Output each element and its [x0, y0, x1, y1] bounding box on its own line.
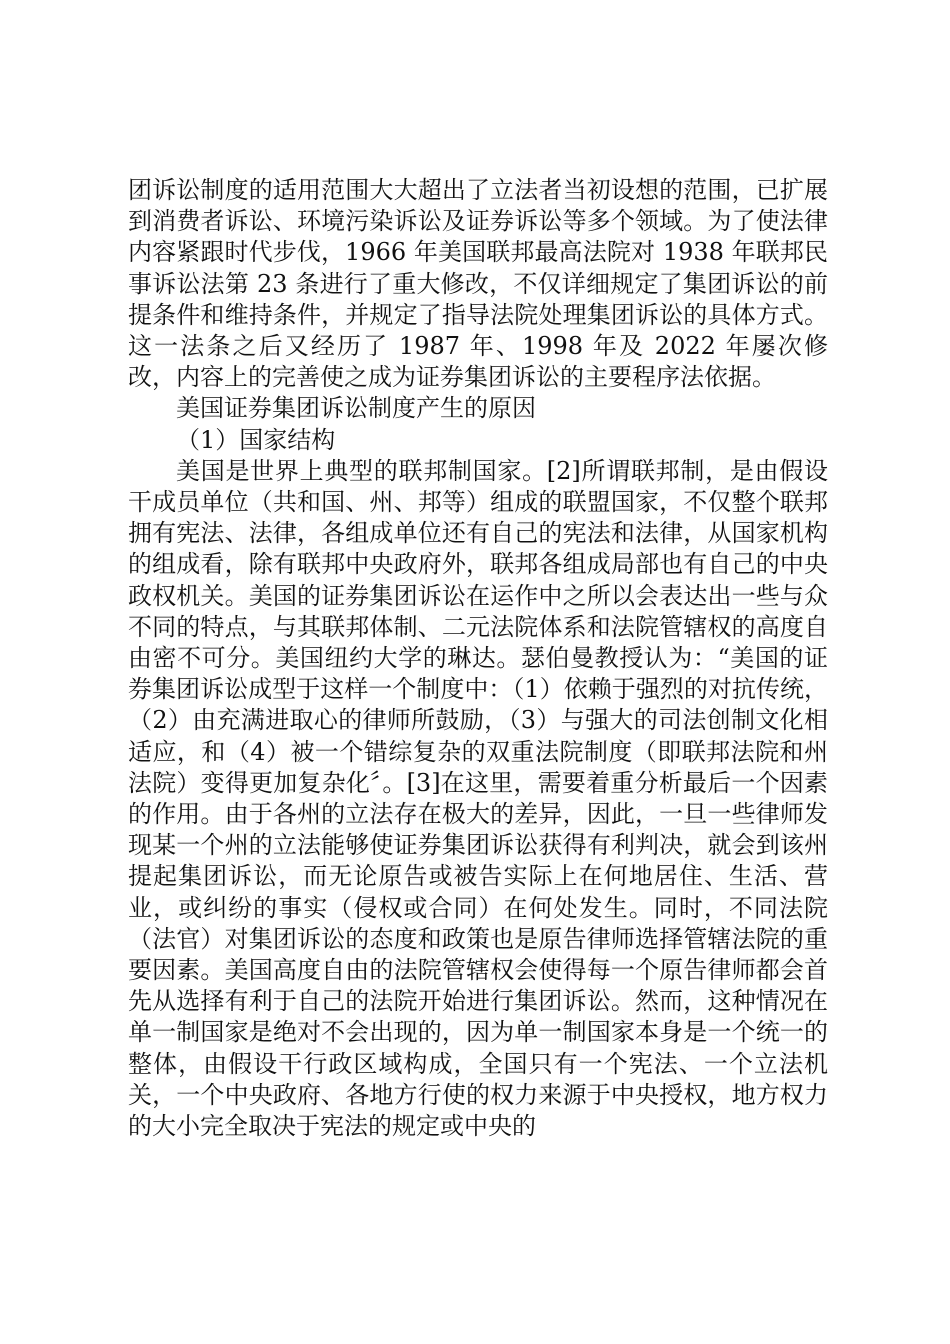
subsection-heading: （1）国家结构 [176, 425, 336, 454]
document-page [128, 175, 828, 1142]
section-heading: 美国证券集团诉讼制度产生的原因 [176, 394, 536, 423]
body-paragraph-1: 团诉讼制度的适用范围大大超出了立法者当初设想的范围，已扩展到消费者诉讼、环境污染诉讼及证券诉讼等多个领域。为了使法律内容紧跟时代步伐，1966 年美国联邦最高法院对 1938 年联邦民事诉讼法第 23 条进行了重大修改，不仅详细规定了集团诉讼的前提条件和维持条件，并规定了指导法院处理集团诉讼的具体方式。这一法条之后又经历了 1987 年、1998 年及 2022 年屡次修改，内容上的完善使之成为证券集团诉讼的主要程序法依据。 [128, 176, 828, 392]
body-paragraph-2: 美国是世界上典型的联邦制国家。[2]所谓联邦制，是由假设干成员单位（共和国、州、邦等）组成的联盟国家，不仅整个联邦拥有宪法、法律，各组成单位还有自己的宪法和法律，从国家机构的组成看，除有联邦中央政府外，联邦各组成局部也有自己的中央政权机关。美国的证券集团诉讼在运作中之所以会表达出一些与众不同的特点，与其联邦体制、二元法院体系和法院管辖权的高度自由密不可分。美国纽约大学的琳达。瑟伯曼教授认为：“美国的证券集团诉讼成型于这样一个制度中：（1）依赖于强烈的对抗传统，（2）由充满进取心的律师所鼓励，（3）与强大的司法创制文化相适应，和（4）被一个错综复杂的双重法院制度（即联邦法院和州法院）变得更加复杂化〞。[3]在这里，需要着重分析最后一个因素的作用。由于各州的立法存在极大的差异，因此，一旦一些律师发现某一个州的立法能够使证券集团诉讼获得有利判决，就会到该州提起集团诉讼，而无论原告或被告实际上在何地居住、生活、营业，或纠纷的事实（侵权或合同）在何处发生。同时，不同法院（法官）对集团诉讼的态度和政策也是原告律师选择管辖法院的重要因素。美国高度自由的法院管辖权会使得每一个原告律师都会首先从选择有利于自己的法院开始进行集团诉讼。然而，这种情况在单一制国家是绝对不会出现的，因为单一制国家本身是一个统一的整体，由假设干行政区域构成，全国只有一个宪法、一个立法机关，一个中央政府、各地方行使的权力来源于中央授权，地方权力的大小完全取决于宪法的规定或中央的 [128, 456, 828, 1141]
